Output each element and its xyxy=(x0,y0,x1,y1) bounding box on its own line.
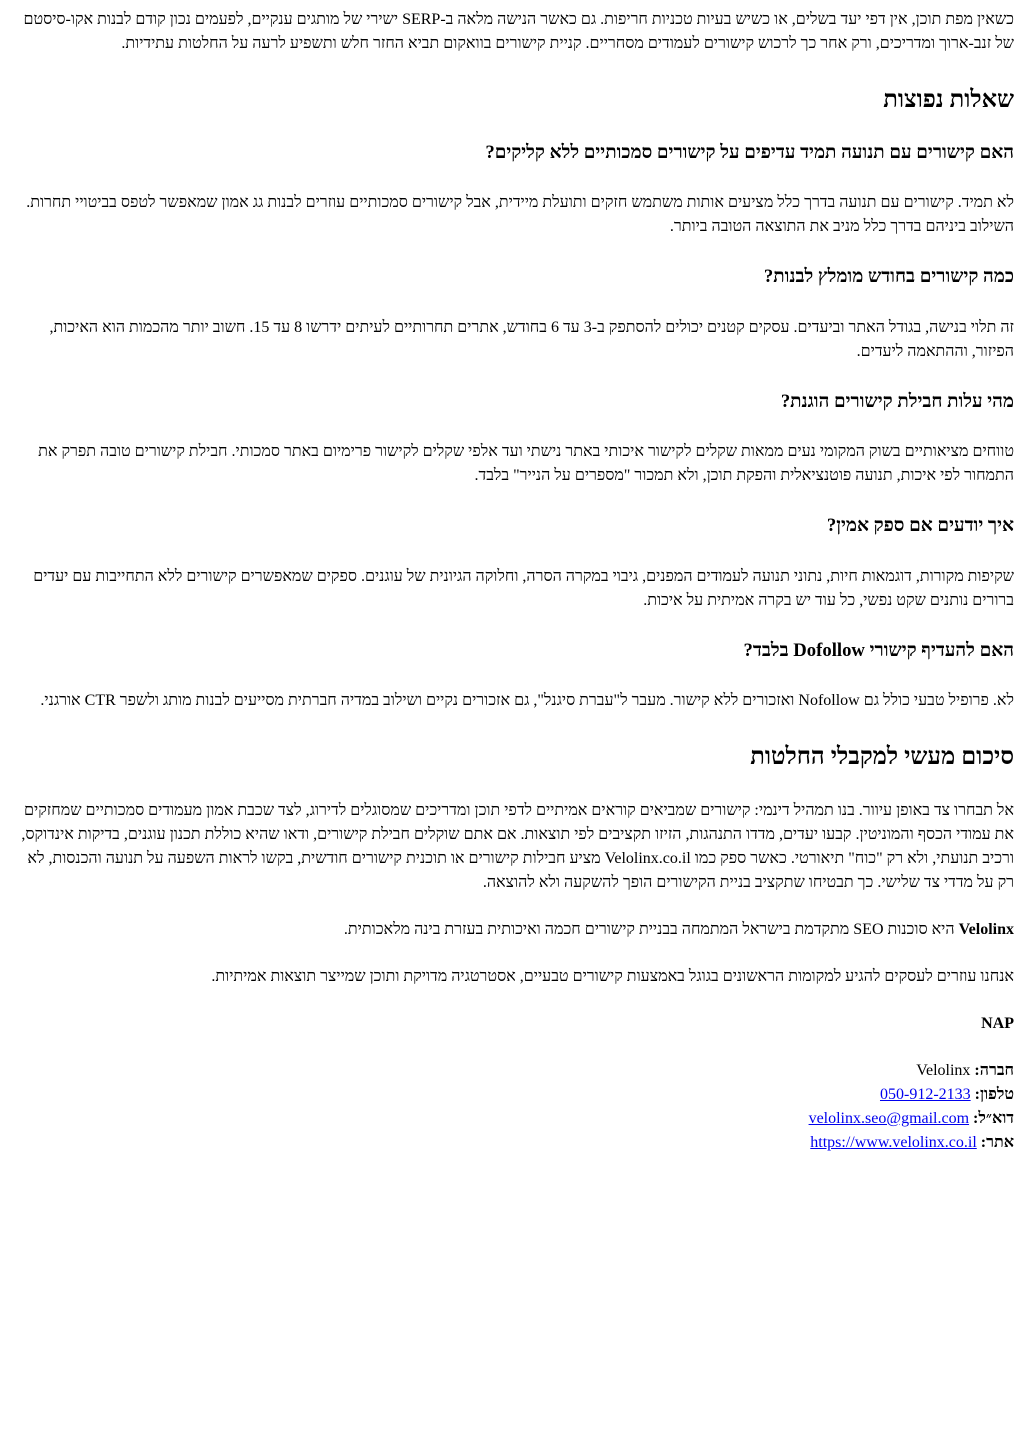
summary-title: סיכום מעשי למקבלי החלטות xyxy=(750,743,1014,770)
faq-question: מהי עלות חבילת קישורים הוגנת? xyxy=(780,390,1014,412)
site-label: אתר: xyxy=(980,1133,1014,1151)
summary-paragraph: אל תבחרו צד באופן עיוור. בנו תמהיל דינמי: קישורים שמביאים קוראים אמיתיים לדפי תוכן ומדריכים שמסוגלים לדירוג, לצד שכבת אמון מעמודים סמכותיים שמחזקים את עמודי הכסף והמוניטין. קבעו יעדים, מדדו התנהגות, הזיזו תקציבים לפי תוצאות. אם אתם שוקלים חבילת קישורים, ודאו שהיא כוללת תכנון עוגנים, בדיקות אינדוקס, ורכיב תנועתי, ולא רק "כוח" תיאורטי. כאשר ספק כמו Velolinx.co.il מציע חבילות קישורים או תוכנית קישורים חודשית, בקשו לראות השפעה על תנועה והכנסות, לא רק על מדדי צד שלישי. כך תבטיחו שתקציב בניית הקישורים הופך להשקעה ולא להוצאה. xyxy=(21,801,1014,891)
nap-block xyxy=(10,1059,1014,1155)
faq-item xyxy=(10,640,1014,713)
company-label: חברה: xyxy=(974,1061,1014,1079)
about-section xyxy=(10,918,1014,1155)
faq-title: שאלות נפוצות xyxy=(883,87,1014,113)
faq-item xyxy=(10,266,1014,363)
nap-title: NAP xyxy=(981,1014,1014,1032)
intro-paragraph: כשאין מפת תוכן, אין דפי יעד בשלים, או כשיש בעיות טכניות חריפות. גם כאשר הנישה מלאה ב-SERP ישירי של מותגים ענקיים, לפעמים נכון קודם לבנות אקו-סיסטם של זנב-ארוך ומדריכים, ורק אחר כך לרכוש קישורים לעמודים מסחריים. קניית קישורים בוואקום תביא החזר חלש ותשפיע לרעה על החלטות עתידיות. xyxy=(23,11,1014,52)
faq-question: האם להעדיף קישורי Dofollow בלבד? xyxy=(743,639,1014,661)
email-link[interactable]: velolinx.seo@gmail.com xyxy=(808,1109,970,1127)
faq-section xyxy=(10,86,1014,713)
company-value: Velolinx xyxy=(916,1061,971,1079)
phone-link[interactable]: 050-912-2133 xyxy=(879,1085,971,1103)
phone-label: טלפון: xyxy=(974,1085,1014,1103)
faq-answer: לא תמיד. קישורים עם תנועה בדרך כלל מציעים אותות משתמש חזקים ותועלת מיידית, אבל קישורים סמכותיים עוזרים לבנות גג אמון שמאפשר לטפס בביטויי תחרות. השילוב ביניהם בדרך כלל מניב את התוצאה הטובה ביותר. xyxy=(26,194,1014,236)
brand-name: Velolinx xyxy=(958,920,1014,938)
faq-answer: לא. פרופיל טבעי כולל גם Nofollow ואזכורים ללא קישור. מעבר ל"עברת סיגנל", גם אזכורים נקיים ושילוב במדיה חברתית מסייעים לבנות מותג ולשפר CTR אורגני. xyxy=(40,691,1014,709)
email-label: דוא״ל: xyxy=(973,1109,1014,1127)
faq-question: איך יודעים אם ספק אמין? xyxy=(826,515,1014,537)
faq-item xyxy=(10,391,1014,488)
faq-answer: טווחים מציאותיים בשוק המקומי נעים ממאות שקלים לקישור איכותי באתר נישתי ועד אלפי שקלים לקישור פרימיום באתר סמכותי. חבילת קישורים טובה תפרק את התמחור לפי איכות, תנועה פוטנציאלית והפקת תוכן, ולא תמכור "מספרים על הנייר" בלבד. xyxy=(38,443,1014,485)
faq-item xyxy=(10,142,1014,239)
summary-section xyxy=(10,743,1014,895)
faq-question: כמה קישורים בחודש מומלץ לבנות? xyxy=(763,266,1014,288)
faq-item xyxy=(10,515,1014,612)
site-link[interactable]: https://www.velolinx.co.il xyxy=(810,1133,977,1151)
about-paragraph-text: היא סוכנות SEO מתקדמת בישראל המתמחה בבניית קישורים חכמה ואיכותית בעזרת בינה מלאכותית. xyxy=(343,920,959,938)
faq-answer: שקיפות מקורות, דוגמאות חיות, נתוני תנועה לעמודים המפנים, גיבוי במקרה הסרה, וחלוקה הגיונית של עוגנים. ספקים שמאפשרים קישורים ללא התחייבות עם יעדים ברורים נותנים שקט נפשי, כל עוד יש בקרה אמיתית על איכות. xyxy=(33,567,1014,609)
faq-answer: זה תלוי בנישה, בגודל האתר וביעדים. עסקים קטנים יכולים להסתפק ב-3 עד 6 בחודש, אתרים תחרותיים לעיתים ידרשו 8 עד 15. חשוב יותר מהכמות הוא האיכות, הפיזור, וההתאמה ליעדים. xyxy=(49,318,1014,360)
services-paragraph: אנחנו עוזרים לעסקים להגיע למקומות הראשונים בגוגל באמצעות קישורים טבעיים, אסטרטגיה מדויקת ותוכן שמייצר תוצאות אמיתיות. xyxy=(211,967,1014,985)
faq-question: האם קישורים עם תנועה תמיד עדיפים על קישורים סמכותיים ללא קליקים? xyxy=(485,141,1014,163)
about-paragraph xyxy=(10,918,1014,942)
